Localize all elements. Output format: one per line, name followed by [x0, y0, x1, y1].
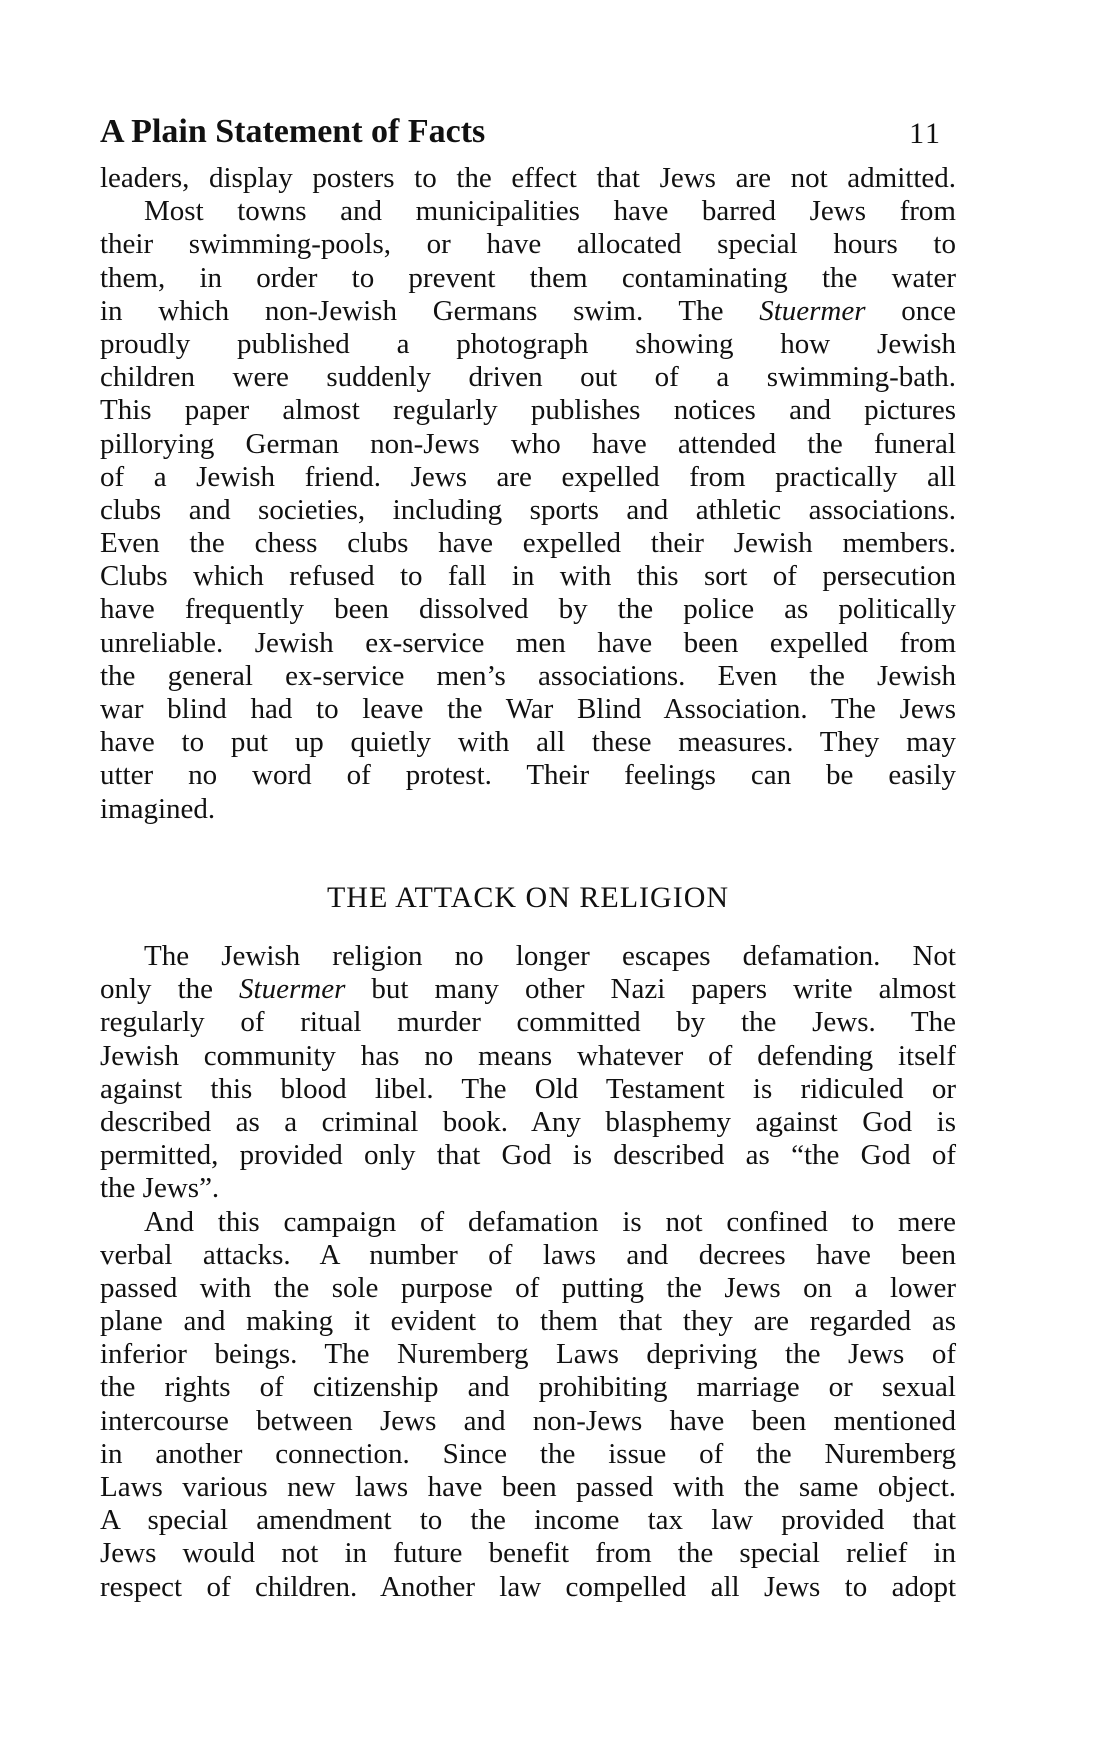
text-line: Most towns and municipalities have barred Jews from: [144, 195, 956, 228]
text-line: them, in order to prevent them contaminating the water: [100, 261, 956, 294]
text-line: Jewish community has no means whatever of defending itself: [100, 1039, 956, 1072]
running-head: [100, 112, 942, 156]
paragraph-block-one: [100, 162, 956, 826]
text-line: Even the chess clubs have expelled their Jewish members.: [100, 527, 956, 560]
text-line: [100, 295, 956, 328]
text-line: Clubs which refused to fall in with this sort of persecution: [100, 560, 956, 593]
text-line: [100, 973, 956, 1006]
paragraph-block-two: [100, 940, 956, 1604]
text-line: war blind had to leave the War Blind Association. The Jews: [100, 693, 956, 725]
text-line: have to put up quietly with all these measures. They may: [100, 726, 956, 759]
newspaper-title: Stuermer: [759, 294, 866, 327]
text-line: proudly published a photograph showing how Jewish: [100, 327, 956, 360]
text-line: pillorying German non-Jews who have attended the funeral: [100, 427, 956, 460]
text-fragment: but many other Nazi papers write almost: [371, 973, 956, 1006]
text-line: the general ex-service men’s associations. Even the Jewish: [100, 659, 956, 692]
text-line: children were suddenly driven out of a swimming-bath.: [100, 361, 956, 394]
text-line: verbal attacks. A number of laws and decrees have been: [100, 1238, 956, 1271]
text-line: unreliable. Jewish ex-service men have been expelled from: [100, 626, 956, 659]
text-line: permitted, provided only that God is described as “the God of: [100, 1139, 956, 1172]
text-line: intercourse between Jews and non-Jews have been mentioned: [100, 1404, 956, 1437]
text-line: Jews would not in future benefit from the special relief in: [100, 1537, 956, 1570]
text-line: plane and making it evident to them that they are regarded as: [100, 1305, 956, 1338]
text-fragment: in which non-Jewish Germans swim. The: [100, 294, 724, 327]
text-line: clubs and societies, including sports and athletic associations.: [100, 493, 956, 526]
text-line: A special amendment to the income tax law provided that: [100, 1504, 956, 1537]
text-line: The Jewish religion no longer escapes defamation. Not: [144, 940, 956, 972]
text-line: Laws various new laws have been passed with the same object.: [100, 1471, 956, 1503]
text-line: regularly of ritual murder committed by the Jews. The: [100, 1006, 956, 1039]
text-line: imagined.: [100, 792, 216, 825]
text-line: of a Jewish friend. Jews are expelled from practically all: [100, 460, 956, 493]
newspaper-title: Stuermer: [239, 973, 346, 1006]
text-line: their swimming-pools, or have allocated special hours to: [100, 228, 956, 261]
text-fragment: only the: [100, 973, 214, 1006]
text-fragment: once: [901, 294, 957, 327]
running-title: A Plain Statement of Facts: [100, 113, 486, 150]
text-line: described as a criminal book. Any blasphemy against God is: [100, 1105, 956, 1138]
text-line: utter no word of protest. Their feelings can be easily: [100, 759, 956, 792]
text-line: have frequently been dissolved by the police as politically: [100, 593, 956, 626]
text-line: respect of children. Another law compelled all Jews to adopt: [100, 1570, 956, 1603]
text-line: passed with the sole purpose of putting the Jews on a lower: [100, 1271, 956, 1304]
text-line: the Jews”.: [100, 1172, 220, 1205]
text-line: against this blood libel. The Old Testament is ridiculed or: [100, 1072, 956, 1105]
text-line: And this campaign of defamation is not confined to mere: [144, 1205, 956, 1238]
text-line: This paper almost regularly publishes notices and pictures: [100, 394, 956, 427]
section-heading: THE ATTACK ON RELIGION: [326, 881, 730, 914]
text-line: leaders, display posters to the effect that Jews are not admitted.: [100, 162, 956, 194]
page-number: 11: [909, 117, 942, 150]
text-line: inferior beings. The Nuremberg Laws depriving the Jews of: [100, 1338, 956, 1371]
text-line: the rights of citizenship and prohibiting marriage or sexual: [100, 1371, 956, 1404]
text-line: in another connection. Since the issue of the Nuremberg: [100, 1437, 956, 1470]
